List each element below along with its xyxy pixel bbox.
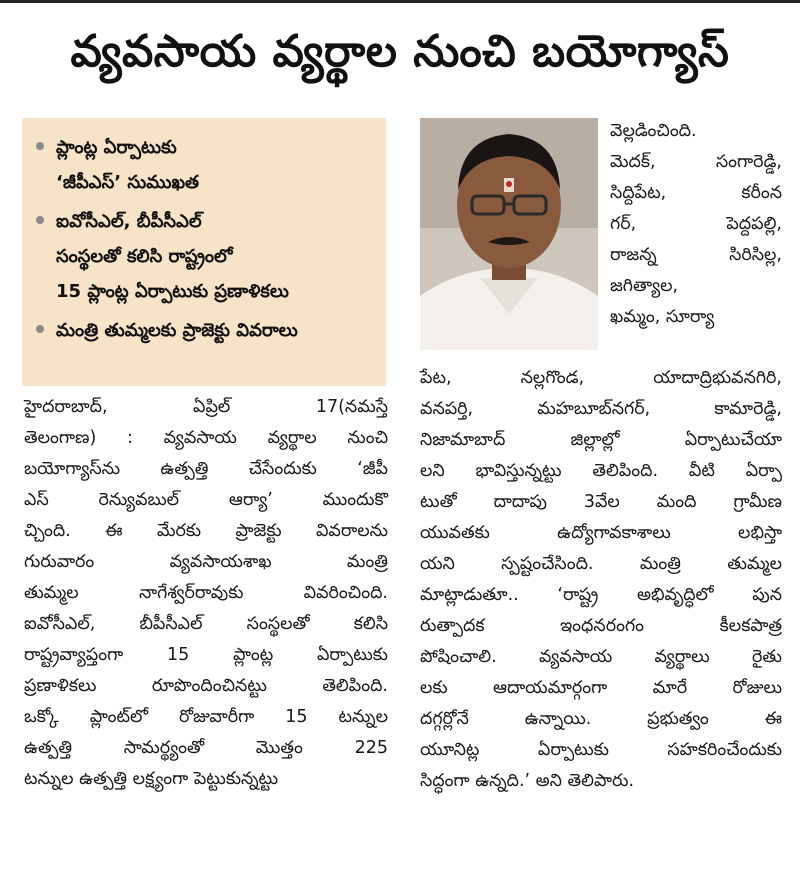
body-text-line: పేట, నల్లగొండ, యాదాద్రిభువనగిరి,	[420, 368, 782, 388]
body-text-line: రాష్ట్రవ్యాప్తంగా 15 ప్లాంట్ల ఏర్పాటుకు	[24, 645, 388, 665]
body-text-line: బయోగ్యాస్‌ను ఉత్పత్తి చేసేందుకు ‘జీపీ	[24, 459, 388, 479]
highlight-line: సంస్థలతో కలిసి రాష్ట్రంలో	[56, 246, 233, 267]
body-text-line: జగిత్యాల,	[610, 276, 679, 296]
highlight-line: ఐవోసీఎల్, బీపీసీఎల్	[56, 211, 202, 232]
minister-photo	[420, 118, 598, 350]
body-text-line: ఖమ్మం, సూర్యా	[610, 307, 715, 327]
body-text-line: ఒక్కో ప్లాంట్‌లో రోజువారీగా 15 టన్నుల	[24, 707, 388, 727]
body-text-line: నిజామాబాద్ జిల్లాల్లో ఏర్పాటుచేయా	[420, 430, 782, 450]
highlight-line: 15 ప్లాంట్ల ఏర్పాటుకు ప్రణాళికలు	[56, 281, 289, 302]
left-column	[24, 392, 388, 795]
highlight-line: మంత్రి తుమ్మలకు ప్రాజెక్టు వివరాలు	[56, 320, 298, 341]
body-text-line: గర్, పెద్దపల్లి,	[610, 214, 782, 234]
body-text-line: యని స్పష్టంచేసింది. మంత్రి తుమ్మల	[420, 554, 782, 574]
body-text-line: మాట్లాడుతూ.. ‘రాష్ట్ర అభివృద్ధిలో పున	[420, 585, 782, 605]
body-text-line: లని భావిస్తున్నట్టు తెలిపింది. వీటి ఏర్పా	[420, 461, 782, 481]
body-text-line: గురువారం వ్యవసాయశాఖ మంత్రి	[24, 552, 388, 572]
body-text-line: ఐవోసీఎల్, బీపీసీఎల్ సంస్థలతో కలిసి	[24, 614, 388, 634]
body-text-line: సిద్ధంగా ఉన్నది.’ అని తెలిపారు.	[420, 771, 635, 791]
body-text-line: లకు ఆదాయమార్గంగా మారే రోజులు	[420, 678, 782, 698]
body-text-line: రాజన్న సిరిసిల్ల,	[610, 245, 782, 265]
body-text-line: యూనిట్ల ఏర్పాటుకు సహకరించేందుకు	[420, 740, 782, 760]
bullet-icon	[36, 142, 44, 150]
body-text-line: దగ్గర్లోనే ఉన్నాయి. ప్రభుత్వం ఈ	[420, 709, 782, 729]
portrait-image	[420, 118, 598, 350]
body-text-line: మెదక్, సంగారెడ్డి,	[610, 152, 782, 172]
body-text-line: ఎస్ రెన్యువబుల్ ఆర్యా’ ముందుకొ	[24, 490, 388, 510]
body-text-line: చ్చింది. ఈ మేరకు ప్రాజెక్టు వివరాలను	[24, 521, 388, 541]
body-text-line: టుతో దాదాపు 3వేల మంది గ్రామీణ	[420, 492, 782, 512]
body-text-line: రుత్పాదక ఇంధనరంగం కీలకపాత్ర	[420, 616, 782, 636]
highlight-line: ప్లాంట్ల ఏర్పాటుకు	[56, 137, 177, 158]
body-text-line: యువతకు ఉద్యోగావకాశాలు లభిస్తా	[420, 523, 782, 543]
bullet-icon	[36, 216, 44, 224]
body-text-line: వెల్లడించింది.	[610, 121, 697, 141]
body-text-line: పోషించాలి. వ్యవసాయ వ్యర్థాలు రైతు	[420, 647, 782, 667]
highlight-item	[36, 313, 376, 348]
highlight-item	[36, 204, 376, 309]
right-column	[420, 363, 782, 797]
body-text-line: ఉత్పత్తి సామర్థ్యంతో మొత్తం 225	[24, 738, 388, 758]
body-text-line: తెలంగాణ) : వ్యవసాయ వ్యర్థాల నుంచి	[24, 428, 388, 448]
headline: వ్యవసాయ వ్యర్థాల నుంచి బయోగ్యాస్	[70, 26, 730, 77]
bullet-icon	[36, 325, 44, 333]
body-text-line: వనపర్తి, మహబూబ్‌నగర్, కామారెడ్డి,	[420, 399, 782, 419]
highlight-line: ‘జీపీఎస్’ సుముఖత	[56, 172, 200, 193]
body-text-line: సిద్దిపేట, కరీంన	[610, 183, 782, 203]
highlight-item	[36, 130, 376, 200]
body-text-line: టన్నుల ఉత్పత్తి లక్ష్యంగా పెట్టుకున్నట్టు	[24, 769, 279, 789]
body-text-line: ప్రణాళికలు రూపొందించినట్టు తెలిపింది.	[24, 676, 388, 696]
right-column-top	[610, 116, 782, 333]
top-rule	[0, 0, 800, 3]
highlights-box	[22, 118, 386, 386]
body-text-line: తుమ్మల నాగేశ్వర్‌రావుకు వివరించింది.	[24, 583, 388, 603]
body-text-line: హైదరాబాద్, ఏప్రిల్ 17(నమస్తే	[24, 397, 388, 417]
